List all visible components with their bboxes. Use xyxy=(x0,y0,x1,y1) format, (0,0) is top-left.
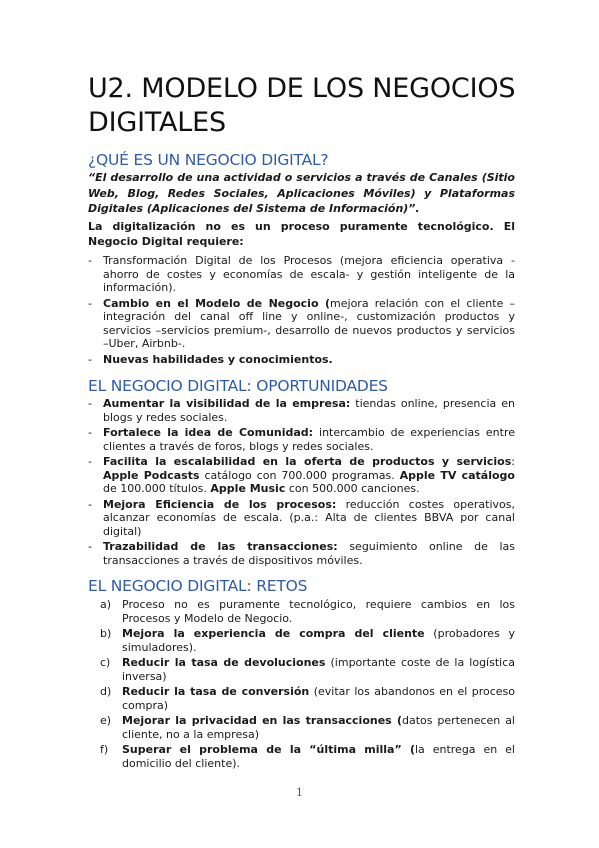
item-text: catálogo con 700.000 programas. xyxy=(199,468,400,482)
item-text: : xyxy=(511,455,515,468)
list-item xyxy=(100,598,515,625)
item-bold-text: Trazabilidad de las transacciones: xyxy=(103,540,338,553)
list-marker: - xyxy=(88,254,92,267)
list-marker: e) xyxy=(100,714,112,727)
item-bold-text: Apple Music xyxy=(210,482,286,495)
list-item xyxy=(88,455,515,496)
item-bold-text: Reducir la tasa de conversión xyxy=(122,685,310,698)
item-bold-text: Aumentar la visibilidad de la empresa: xyxy=(103,397,351,410)
item-text: (evitar los abandonos en el proceso compra) xyxy=(122,685,515,712)
item-bold-text: Facilita la escalabilidad en la oferta de productos y servicios xyxy=(103,455,512,468)
item-bold-text: Reducir la tasa de devoluciones xyxy=(122,656,326,669)
list-item xyxy=(100,685,515,712)
item-bold-text: Mejorar la privacidad en las transacciones ( xyxy=(122,714,402,727)
list-item xyxy=(88,297,515,351)
section-heading-challenges: EL NEGOCIO DIGITAL: RETOS xyxy=(88,577,308,595)
list-marker: - xyxy=(88,296,92,310)
list-item xyxy=(88,397,515,424)
intro-paragraph: La digitalización no es un proceso puramente tecnológico. El Negocio Digital requiere: xyxy=(88,220,515,248)
item-bold-text: Superar el problema de la “última milla” ( xyxy=(122,743,415,756)
challenges-list xyxy=(100,598,515,772)
list-item xyxy=(100,656,515,683)
list-marker: f) xyxy=(100,743,109,756)
item-text: la entrega en el domicilio del cliente). xyxy=(122,743,515,770)
list-marker: - xyxy=(88,497,92,511)
item-text: seguimiento online de las transacciones a través de dispositivos móviles. xyxy=(103,540,516,567)
item-text: Transformación Digital de los Procesos (mejora eficiencia operativa - ahorro de costes y economías de escala- y gestión inteligente de la información). xyxy=(103,254,515,294)
requirements-list xyxy=(88,254,515,368)
list-item xyxy=(100,743,515,770)
item-bold-text: Mejora Eficiencia de los procesos: xyxy=(103,497,337,511)
list-marker: b) xyxy=(100,627,112,640)
list-item xyxy=(88,353,515,367)
item-bold-text: Apple TV catálogo xyxy=(399,468,515,482)
opportunities-list xyxy=(88,397,515,569)
list-marker: - xyxy=(88,455,92,468)
list-item xyxy=(100,627,515,654)
list-item xyxy=(88,254,515,295)
section-heading-opportunities: EL NEGOCIO DIGITAL: OPORTUNIDADES xyxy=(88,377,388,395)
item-text: Proceso no es puramente tecnológico, requiere cambios en los Procesos y Modelo de Negocio. xyxy=(122,598,515,625)
list-item xyxy=(88,498,515,539)
document-title: U2. MODELO DE LOS NEGOCIOS DIGITALES xyxy=(88,73,516,138)
item-text: reducción costes operativos, alcanzar economías de escala. (p.a.: Alta de clientes BBVA por canal digital) xyxy=(103,497,515,538)
list-item xyxy=(88,426,515,453)
item-bold-text: Apple Podcasts xyxy=(103,468,200,482)
list-marker: c) xyxy=(100,656,111,669)
list-marker: a) xyxy=(100,598,112,611)
list-marker: - xyxy=(88,352,92,366)
item-text: con 500.000 canciones. xyxy=(285,482,420,495)
item-bold-text: Cambio en el Modelo de Negocio ( xyxy=(103,296,331,310)
item-text: intercambio de experiencias entre clientes a través de foros, blogs y redes sociales. xyxy=(103,426,515,453)
item-bold-text: Fortalece la idea de Comunidad: xyxy=(103,426,314,439)
page-number: 1 xyxy=(296,786,303,799)
item-text: mejora relación con el cliente –integración del canal off line y online-, customización productos y servicios –servicios premium-, desarrollo de nuevos productos y servicios –Uber, Airbnb-. xyxy=(103,296,515,350)
list-marker: d) xyxy=(100,685,112,698)
list-item xyxy=(88,540,515,567)
list-marker: - xyxy=(88,426,92,439)
item-text: de 100.000 títulos. xyxy=(103,482,211,495)
list-marker: - xyxy=(88,397,92,410)
item-text: tiendas online, presencia en blogs y redes sociales. xyxy=(103,397,515,424)
item-text: datos pertenecen al cliente, no a la empresa) xyxy=(122,714,515,741)
item-bold-text: Nuevas habilidades y conocimientos. xyxy=(103,352,333,366)
list-item xyxy=(100,714,515,741)
item-text: (probadores y simuladores). xyxy=(122,627,515,654)
item-bold-text: Mejora la experiencia de compra del cliente xyxy=(122,627,425,640)
item-text: (importante coste de la logística inversa) xyxy=(122,656,515,683)
definition-quote: “El desarrollo de una actividad o servicios a través de Canales (Sitio Web, Blog, Redes Sociales, Aplicaciones Móviles) y Plataformas Digitales (Aplicaciones del Sistema de Información)”. xyxy=(88,171,515,215)
list-marker: - xyxy=(88,540,92,553)
section-heading-what-is: ¿QUÉ ES UN NEGOCIO DIGITAL? xyxy=(88,151,329,169)
